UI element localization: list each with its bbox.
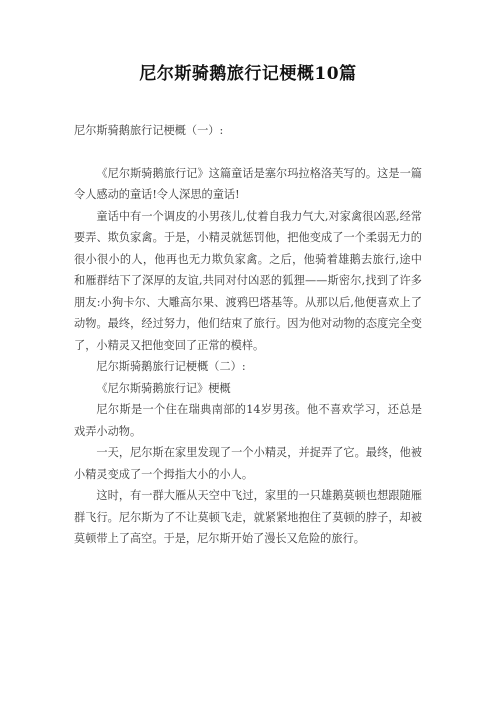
paragraph: 一天，尼尔斯在家里发现了一个小精灵，并捉弄了它。最终，他被小精灵变成了一个拇指大小的小人。 bbox=[74, 446, 422, 481]
paragraph: 尼尔斯是一个住在瑞典南部的14岁男孩。他不喜欢学习，还总是戏弄小动物。 bbox=[74, 403, 422, 438]
paragraph: 这时，有一群大雁从天空中飞过，家里的一只雄鹅莫顿也想跟随雁群飞行。尼尔斯为了不让莫顿飞走，就紧紧地抱住了莫顿的脖子，却被莫顿带上了高空。于是，尼尔斯开始了漫长又危险的旅行。 bbox=[74, 489, 422, 545]
paragraph: 童话中有一个调皮的小男孩儿,仗着自我力气大,对家禽很凶恶,经常要弄、欺负家禽。于是，小精灵就惩罚他，把他变成了一个柔弱无力的很小很小的人，他再也无力欺负家禽。之后，他骑着雄鹅去旅行,途中和雁群结下了深厚的友谊,共同对付凶恶的狐狸——斯密尔,找到了许多朋友:小狗卡尔、大雕高尔果、渡鸦巴塔基等。从那以后,他便喜欢上了动物。最终，经过努力，他们结束了旅行。因为他对动物的态度完全变了，小精灵又把他变回了正常的模样。 bbox=[74, 209, 422, 352]
paragraph: 《尼尔斯骑鹅旅行记》这篇童话是塞尔玛拉格洛芙写的。这是一篇令人感动的童话!令人深思的童话! bbox=[74, 166, 422, 201]
document-title: 尼尔斯骑鹅旅行记梗概10篇 bbox=[139, 64, 357, 84]
section-heading-2: 尼尔斯骑鹅旅行记梗概（二）: bbox=[96, 360, 246, 373]
paragraph: 《尼尔斯骑鹅旅行记》梗概 bbox=[96, 381, 231, 395]
section-heading-1: 尼尔斯骑鹅旅行记梗概（一）: bbox=[74, 124, 224, 137]
